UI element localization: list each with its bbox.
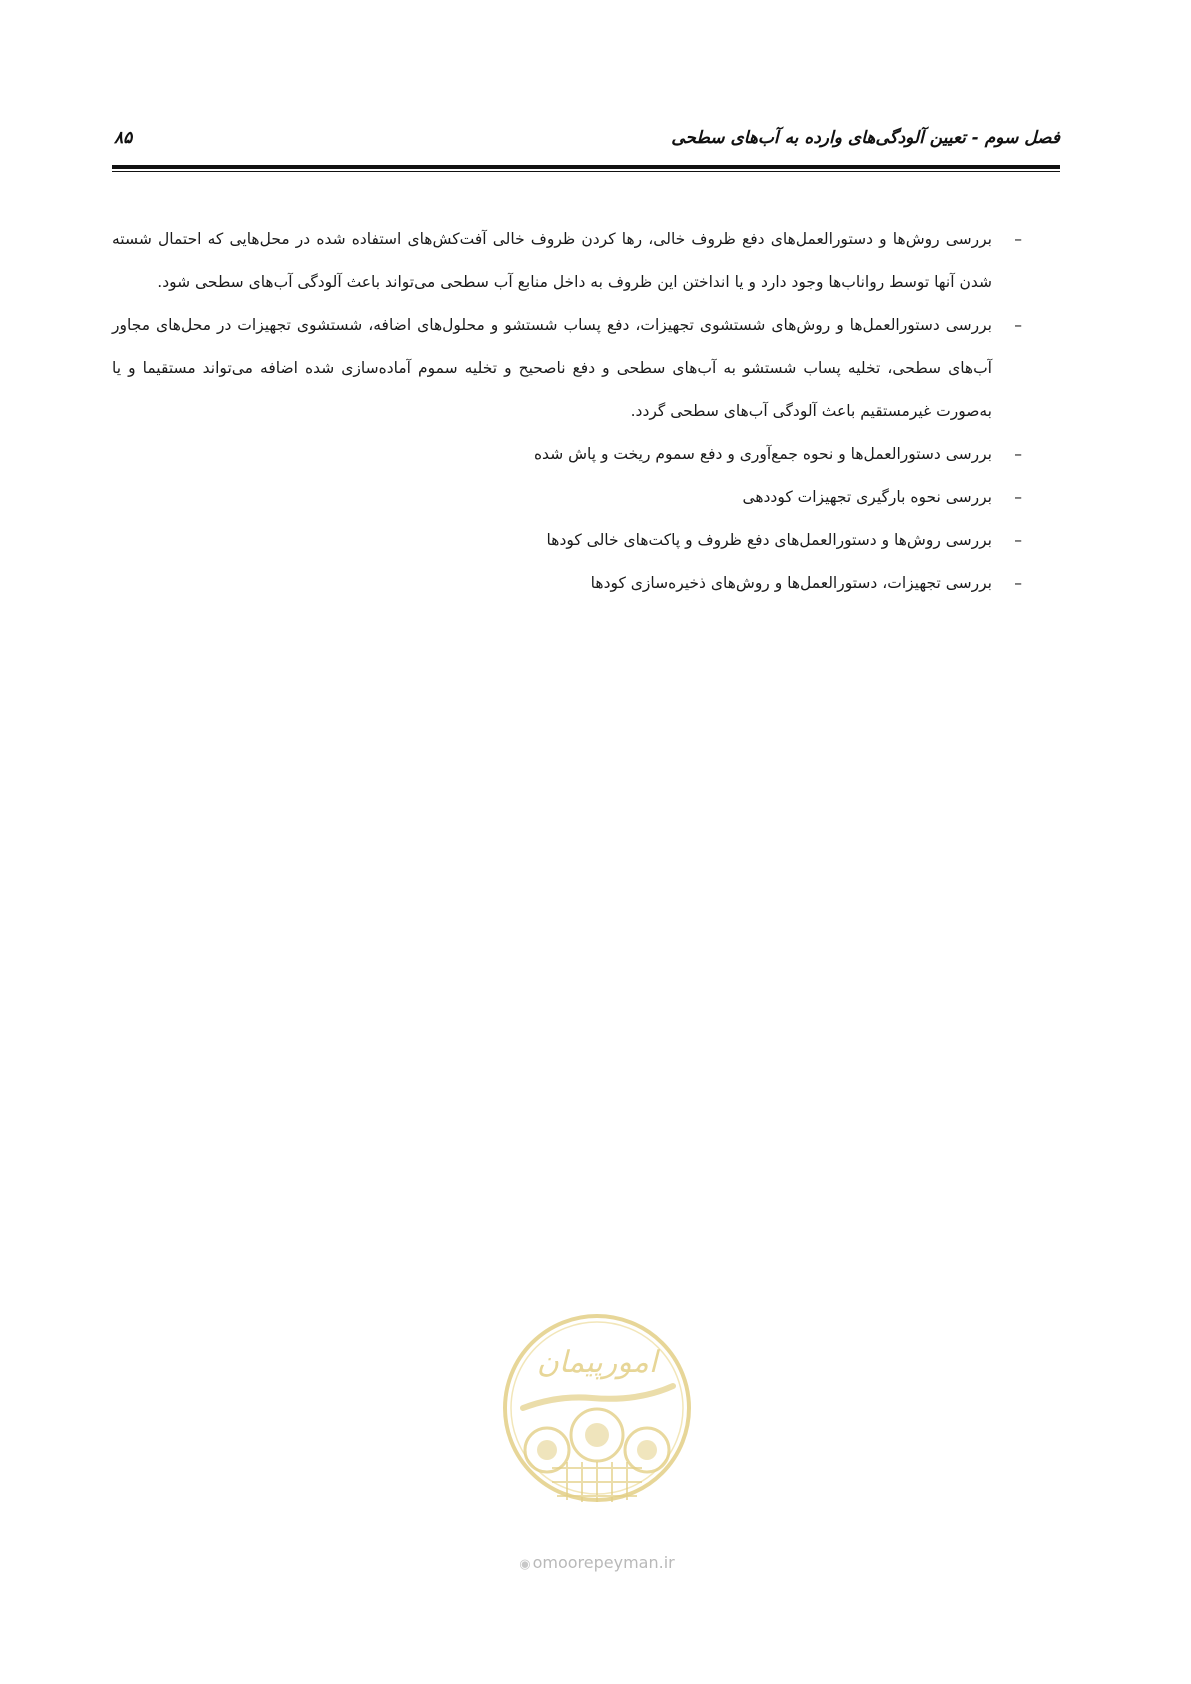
chapter-title: فصل سوم - تعیین آلودگی‌های وارده به آب‌های سطحی bbox=[671, 128, 1060, 148]
page-number: ۸۵ bbox=[114, 128, 133, 148]
list-item-text: بررسی تجهیزات، دستورالعمل‌ها و روش‌های ذخیره‌سازی کودها bbox=[590, 574, 992, 592]
header-divider bbox=[112, 165, 1060, 169]
list-bullet: – bbox=[1014, 531, 1022, 549]
list-bullet: – bbox=[1014, 316, 1022, 334]
list-item bbox=[112, 304, 1022, 433]
list-item-text: بررسی نحوه بارگیری تجهیزات کوددهی bbox=[742, 488, 992, 506]
list-item-text: بررسی دستورالعمل‌ها و نحوه جمع‌آوری و دفع سموم ریخت و پاش شده bbox=[533, 445, 992, 463]
bullet-list bbox=[112, 218, 1022, 605]
watermark-url-text: omoorepeyman.ir bbox=[532, 1553, 675, 1572]
watermark-logo bbox=[497, 1290, 697, 1530]
list-item bbox=[112, 433, 1022, 476]
list-item bbox=[112, 476, 1022, 519]
list-item-text: بررسی روش‌ها و دستورالعمل‌های دفع ظروف خالی، رها کردن ظروف خالی آفت‌کش‌های استفاده شده در محل‌هایی که احتمال شسته شدن آنها توسط رواناب‌ها وجود دارد و یا انداختن این ظروف به داخل منابع آب سطحی می‌تواند باعث آلودگی آب‌های سطحی شود. bbox=[112, 230, 992, 291]
watermark-url bbox=[496, 1553, 698, 1572]
header-divider-thin bbox=[112, 171, 1060, 172]
list-item bbox=[112, 218, 1022, 304]
page-header bbox=[112, 128, 1060, 158]
list-bullet: – bbox=[1014, 574, 1022, 592]
list-bullet: – bbox=[1014, 230, 1022, 248]
list-item bbox=[112, 562, 1022, 605]
list-item bbox=[112, 519, 1022, 562]
globe-icon: ◉ bbox=[519, 1557, 531, 1572]
svg-text:امورپیمان: امورپیمان bbox=[536, 1345, 658, 1380]
list-item-text: بررسی روش‌ها و دستورالعمل‌های دفع ظروف و پاکت‌های خالی کودها bbox=[546, 531, 992, 549]
list-bullet: – bbox=[1014, 488, 1022, 506]
list-bullet: – bbox=[1014, 445, 1022, 463]
list-item-text: بررسی دستورالعمل‌ها و روش‌های شستشوی تجهیزات، دفع پساب شستشو و محلول‌های اضافه، شستشوی تجهیزات در محل‌های مجاور آب‌های سطحی، تخلیه پساب شستشو به آب‌های سطحی و دفع ناصحیح و تخلیه سموم آماده‌سازی شده اضافه می‌تواند مستقیما و یا به‌صورت غیرمستقیم باعث آلودگی آب‌های سطحی گردد. bbox=[112, 316, 992, 420]
